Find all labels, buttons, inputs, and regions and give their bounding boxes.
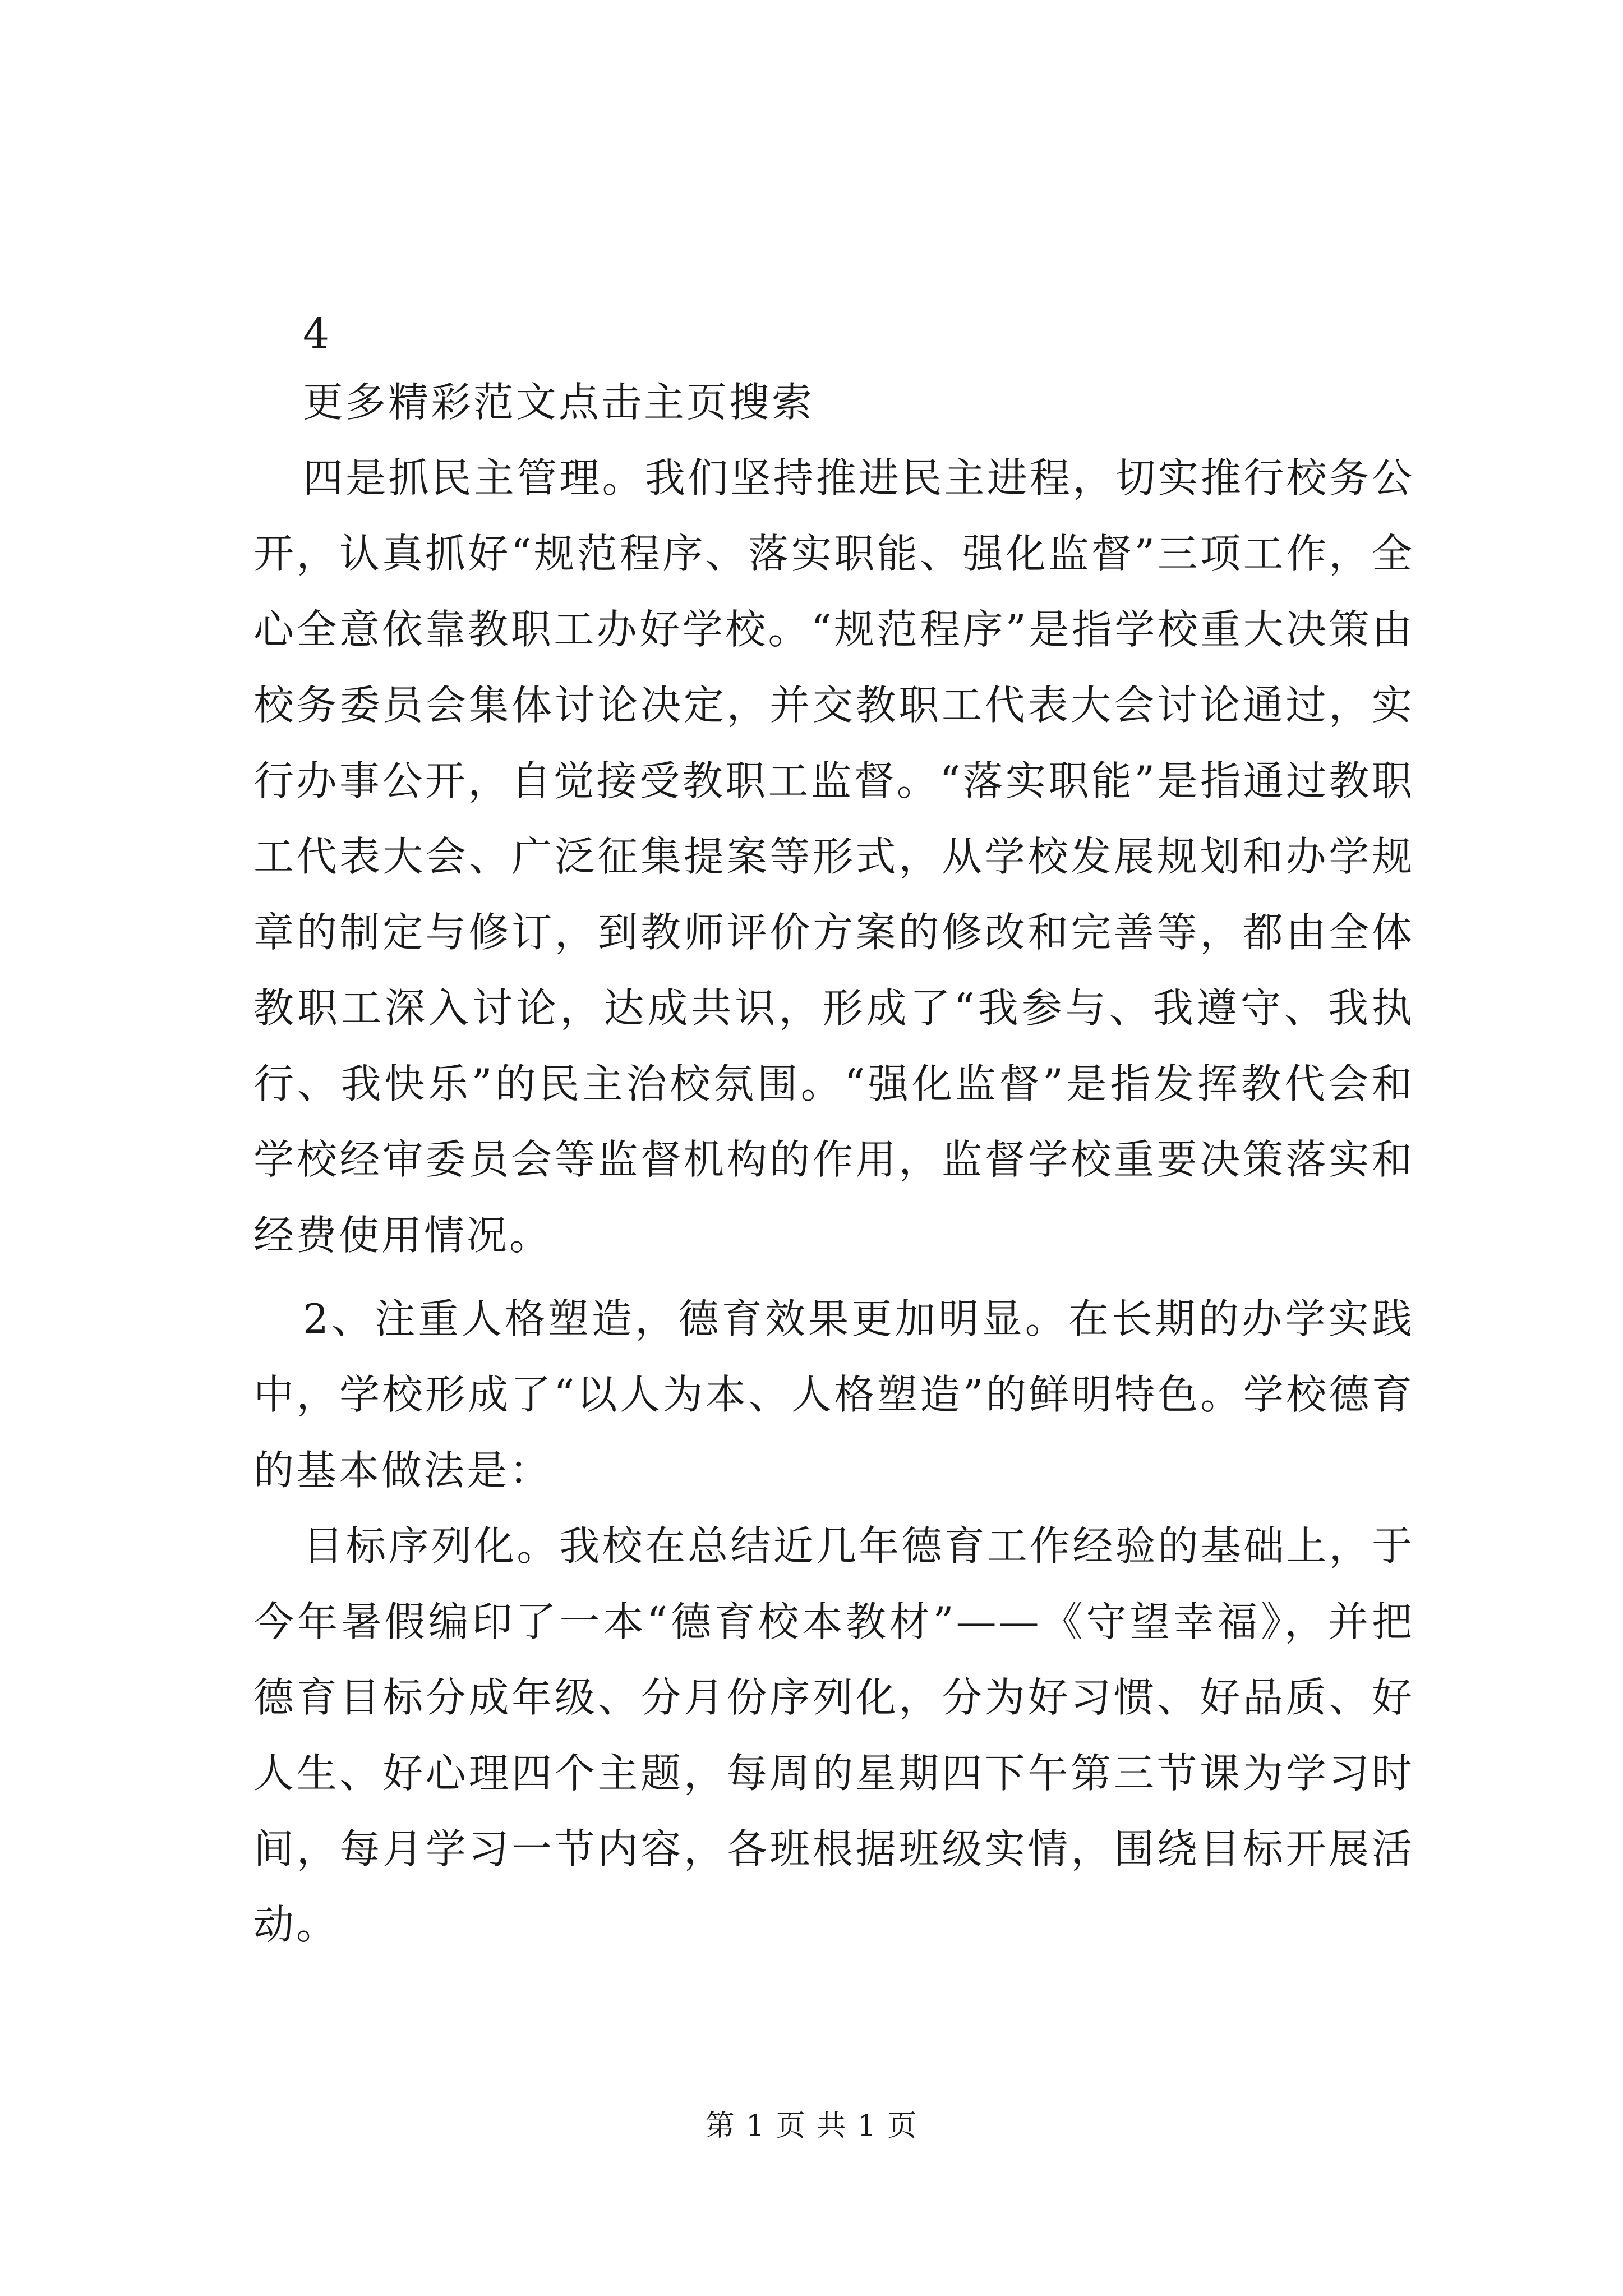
document-body (253, 303, 1414, 1963)
intro-line: 更多精彩范文点击主页搜索 (303, 379, 815, 426)
paragraph-personality-shaping: 2、注重人格塑造，德育效果更加明显。在长期的办学实践中，学校形成了“以人为本、人格塑造”的鲜明特色。学校德育的基本做法是： (253, 1295, 1414, 1494)
paragraph-goal-serialization: 目标序列化。我校在总结近几年德育工作经验的基础上，于今年暑假编印了一本“德育校本教材”——《守望幸福》，并把德育目标分成年级、分月份序列化，分为好习惯、好品质、好人生、好心理四个主题，每周的星期四下午第三节课为学习时间，每月学习一节内容，各班根据班级实情，围绕目标开展活动。 (253, 1522, 1414, 1948)
paragraph-democratic-management: 四是抓民主管理。我们坚持推进民主进程，切实推行校务公开，认真抓好“规范程序、落实职能、强化监督”三项工作，全心全意依靠教职工办好学校。“规范程序”是指学校重大决策由校务委员会集体讨论决定，并交教职工代表大会讨论通过，实行办事公开，自觉接受教职工监督。“落实职能”是指通过教职工代表大会、广泛征集提案等形式，从学校发展规划和办学规章的制定与修订，到教师评价方案的修改和完善等，都由全体教职工深入讨论，达成共识，形成了“我参与、我遵守、我执行、我快乐”的民主治校氛围。“强化监督”是指发挥教代会和学校经审委员会等监督机构的作用，监督学校重要决策落实和经费使用情况。 (253, 454, 1414, 1259)
page-marker: 4 (303, 310, 330, 358)
page-footer: 第 1 页 共 1 页 (705, 2109, 918, 2143)
